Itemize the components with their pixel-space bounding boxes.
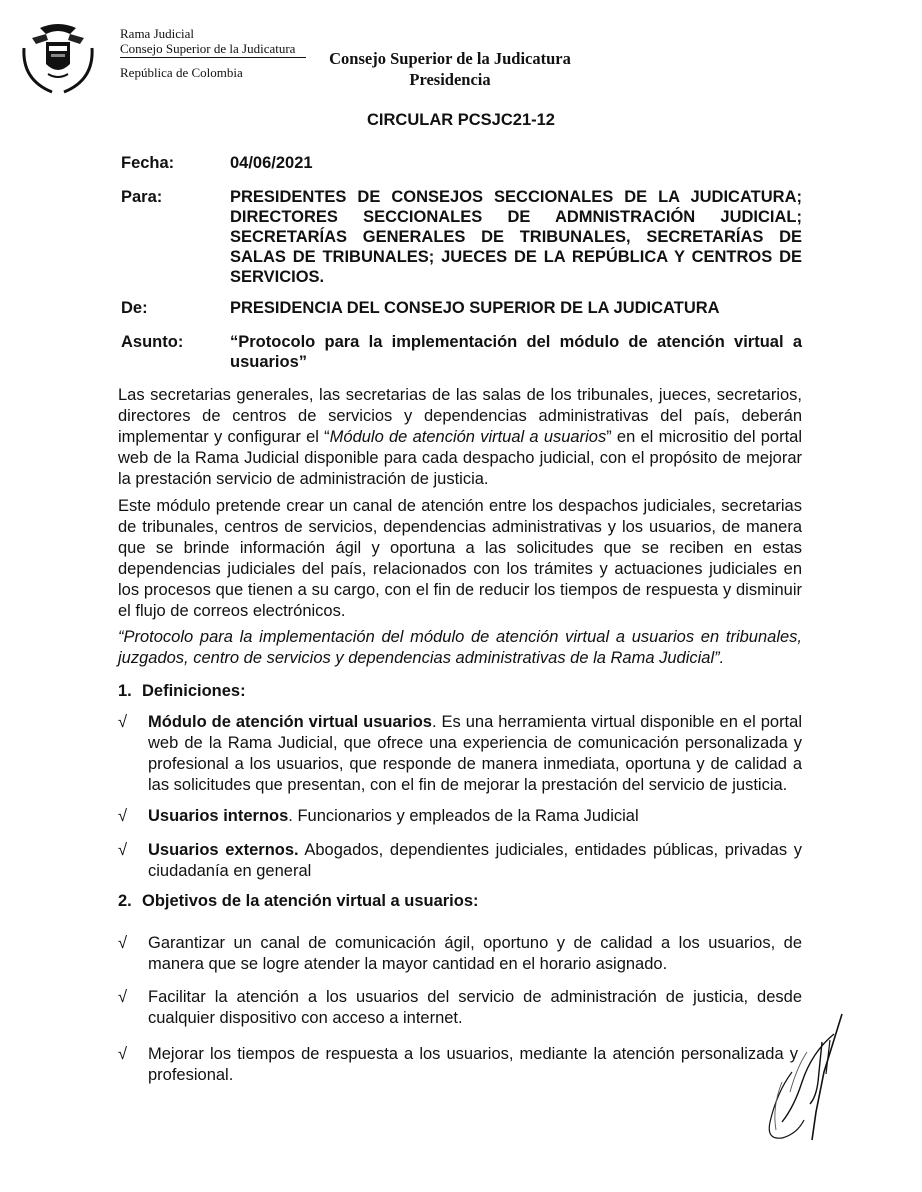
objective-item <box>118 933 802 975</box>
institution-block <box>120 26 306 80</box>
fecha-value: 04/06/2021 <box>230 154 313 172</box>
definition-term: Usuarios externos. <box>148 841 299 859</box>
checkmark-icon: √ <box>118 713 128 731</box>
section-2-number: 2. <box>118 892 132 910</box>
section-2-heading <box>118 891 479 912</box>
checkmark-icon: √ <box>118 988 128 1006</box>
institution-name: Rama Judicial <box>120 26 195 41</box>
paragraph-2-text: Este módulo pretende crear un canal de atención entre los despachos judiciales, secretarias de tribunales, centros de servicios, dependencias administrativas y los usuarios, de manera que se brinde información ágil y oportuna a las solicitudes que se reciben en estas dependencias judiciales del país, relacionados con los trámites y actuaciones judiciales en los procesos que tienen a su cargo, con el fin de reducir los tiempos de respuesta y disminuir el flujo de correos electrónicos. <box>118 497 802 620</box>
section-1-number: 1. <box>118 682 132 700</box>
paragraph-1-text-b: ” en el micrositio del portal web de la Rama Judicial disponible para cada despacho judicial, con el propósito de mejorar la prestación servicio de administración de justicia. <box>118 428 802 488</box>
definition-text: . Es una herramienta virtual disponible en el portal web de la Rama Judicial, que ofrece una experiencia de comunicación personalizada y profesional a los usuarios, que responde de manera inmediata, oportuna y de calidad a las solicitudes que presentan, con el fin de mejorar la prestación del servicio de justicia. <box>148 713 802 794</box>
definition-term: Módulo de atención virtual usuarios <box>148 713 432 731</box>
de-value: PRESIDENCIA DEL CONSEJO SUPERIOR DE LA JUDICATURA <box>230 299 720 317</box>
institution-country: República de Colombia <box>120 65 243 80</box>
para-value: PRESIDENTES DE CONSEJOS SECCIONALES DE LA JUDICATURA; DIRECTORES SECCIONALES DE ADMNISTRACIÓN JUDICIAL; SECRETARÍAS GENERALES DE TRIBUNALES, SECRETARÍAS DE SALAS DE TRIBUNALES; JUECES DE LA REPÚBLICA Y CENTROS DE SERVICIOS. <box>230 188 802 286</box>
definition-term: Usuarios internos <box>148 807 289 825</box>
definition-item <box>118 806 802 827</box>
institution-council: Consejo Superior de la Judicatura <box>120 41 296 56</box>
objective-text: Garantizar un canal de comunicación ágil, oportuno y de calidad a los usuarios, de manera que se logre atender la mayor cantidad en el horario asignado. <box>148 934 802 973</box>
asunto-label: Asunto: <box>121 333 184 351</box>
module-name-italic: Módulo de atención virtual a usuarios <box>329 428 607 446</box>
definition-item <box>118 840 802 882</box>
checkmark-icon: √ <box>118 841 128 859</box>
body-paragraph-1 <box>118 385 802 490</box>
objective-text: Mejorar los tiempos de respuesta a los usuarios, mediante la atención personalizada y profesional. <box>148 1045 798 1084</box>
paragraph-1-text-a: Las secretarias generales, las secretarias de las salas de los tribunales, jueces, secretarios, directores de centros de servicios y dependencias administrativas del país, deberán implementar y configurar el “ <box>118 386 802 446</box>
objective-text: Facilitar la atención a los usuarios del servicio de administración de justicia, desde cualquier dispositivo con acceso a internet. <box>148 988 802 1027</box>
checkmark-icon: √ <box>118 1045 128 1063</box>
para-label: Para: <box>121 188 163 206</box>
definition-text: Abogados, dependientes judiciales, entidades públicas, privadas y ciudadanía en general <box>148 841 802 880</box>
office-subtitle: Presidencia <box>409 70 491 89</box>
body-paragraph-3 <box>118 627 802 669</box>
asunto-value: “Protocolo para la implementación del módulo de atención virtual a usuarios” <box>230 333 802 371</box>
colombia-coat-of-arms-icon <box>18 18 98 98</box>
handwritten-signature <box>752 1012 852 1147</box>
definition-text: . Funcionarios y empleados de la Rama Judicial <box>288 807 639 825</box>
header-divider <box>120 57 306 58</box>
objective-item <box>118 987 802 1029</box>
body-paragraph-2 <box>118 496 802 622</box>
section-1-title: Definiciones: <box>142 682 246 700</box>
protocol-title-quote: “Protocolo para la implementación del módulo de atención virtual a usuarios en tribunales, juzgados, centro de servicios y dependencias administrativas de la Rama Judicial”. <box>118 628 802 667</box>
de-label: De: <box>121 299 148 317</box>
checkmark-icon: √ <box>118 934 128 952</box>
section-2-title: Objetivos de la atención virtual a usuarios: <box>142 892 479 910</box>
objective-item <box>118 1044 798 1086</box>
office-name: Consejo Superior de la Judicatura <box>329 49 571 68</box>
office-block <box>300 48 600 90</box>
fecha-label: Fecha: <box>121 154 175 172</box>
checkmark-icon: √ <box>118 807 128 825</box>
circular-title: CIRCULAR PCSJC21-12 <box>367 111 555 129</box>
section-1-heading <box>118 681 246 702</box>
definition-item <box>118 712 802 796</box>
